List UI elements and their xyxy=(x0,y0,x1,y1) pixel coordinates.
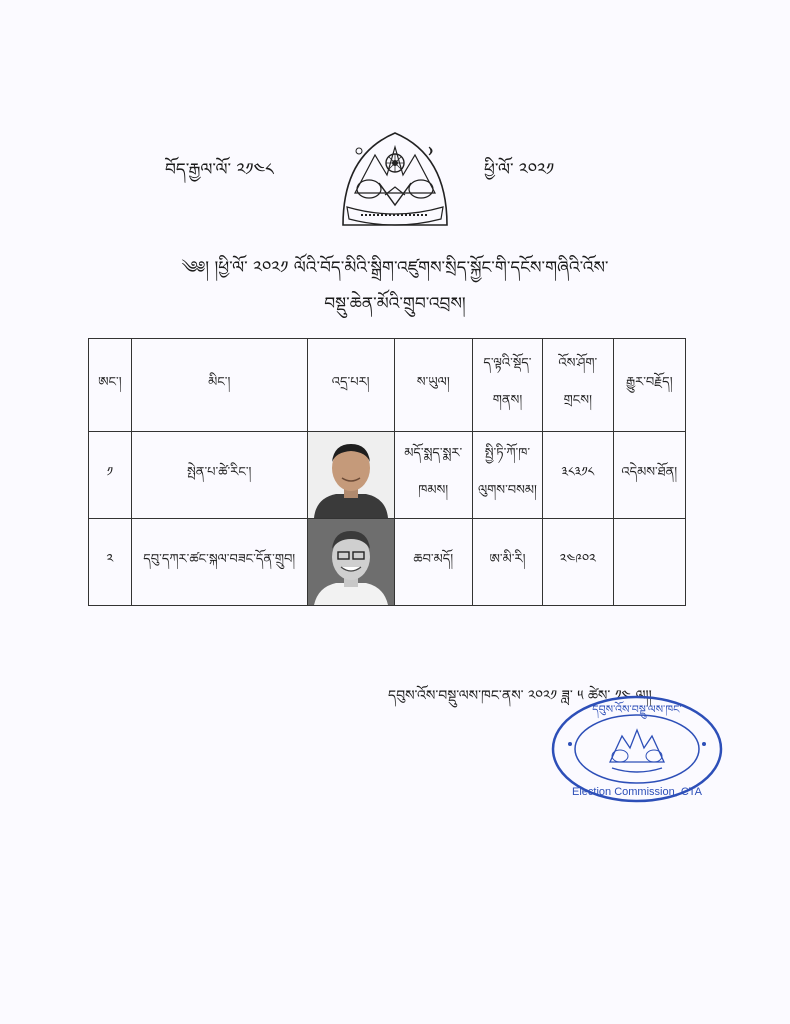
table-row xyxy=(89,519,686,606)
header-result: རྒྱུར་བརྗོད། xyxy=(613,339,685,432)
candidate-region: མདོ་སྨད་སྨར་ཁམས། xyxy=(394,432,472,519)
candidate-name: དབུ་དཀར་ཚང་སྐལ་བཟང་དོན་གྲུབ། xyxy=(131,519,307,606)
document-title-line1: ༄༅། །ཕྱི་ལོ་ ༢༠༢༡ ལོའི་བོད་མིའི་སྒྲིག་འཛུགས་སྲིད་སྐྱོང་གི་དངོས་གཞིའི་འོས་ xyxy=(181,258,609,278)
document-title-line2: བསྡུ་ཆེན་མོའི་གྲུབ་འབྲས། xyxy=(324,294,466,314)
candidate-region: ཆབ་མདོ། xyxy=(394,519,472,606)
candidate-votes: ༣༨༣༡༨ xyxy=(543,432,613,519)
candidate-photo xyxy=(308,519,394,605)
header-number: ཨང་། xyxy=(89,339,132,432)
candidate-photo xyxy=(308,432,394,518)
stamp-english-text: Election Commission, CTA xyxy=(572,786,702,798)
table-row xyxy=(89,432,686,519)
candidate-result xyxy=(613,519,685,606)
emblem-logo xyxy=(335,125,455,233)
candidate-photo-cell xyxy=(307,432,394,519)
header-votes: འོས་ཤོག་གྲངས། xyxy=(543,339,613,432)
header-residence: ད་ལྟའི་སྡོད་གནས། xyxy=(472,339,542,432)
official-seal-stamp xyxy=(550,694,725,804)
table-header-row xyxy=(89,339,686,432)
results-table xyxy=(88,338,686,606)
row-number: ༢ xyxy=(89,519,132,606)
tibetan-year: བོད་རྒྱལ་ལོ་ ༢༡༤༨ xyxy=(165,160,274,180)
row-number: ༡ xyxy=(89,432,132,519)
candidate-photo-cell xyxy=(307,519,394,606)
western-year: ཕྱི་ལོ་ ༢༠༢༡ xyxy=(484,160,555,180)
stamp-tibetan-text: དབུས་འོས་བསྡུ་ལས་ཁང་ xyxy=(592,703,682,716)
header-name: མིང་། xyxy=(131,339,307,432)
candidate-name: སྤེན་པ་ཚེ་རིང་། xyxy=(131,432,307,519)
header-region: ས་ཡུལ། xyxy=(394,339,472,432)
footer-note: དབུས་འོས་བསྡུ་ལས་ཁང་ནས་ ༢༠༢༡ ཟླ་ ༥ ཚེས་ ༡༤ ལ།། xyxy=(388,688,652,704)
header-photo: འདྲ་པར། xyxy=(307,339,394,432)
candidate-residence: སྤྱི་ཏི་ཀོ་ཁ་ལུགས་བསམ། xyxy=(472,432,542,519)
candidate-result: འདེམས་ཐོན། xyxy=(613,432,685,519)
candidate-votes: ༢༤༩༠༢ xyxy=(543,519,613,606)
candidate-residence: ཨ་མི་རི། xyxy=(472,519,542,606)
